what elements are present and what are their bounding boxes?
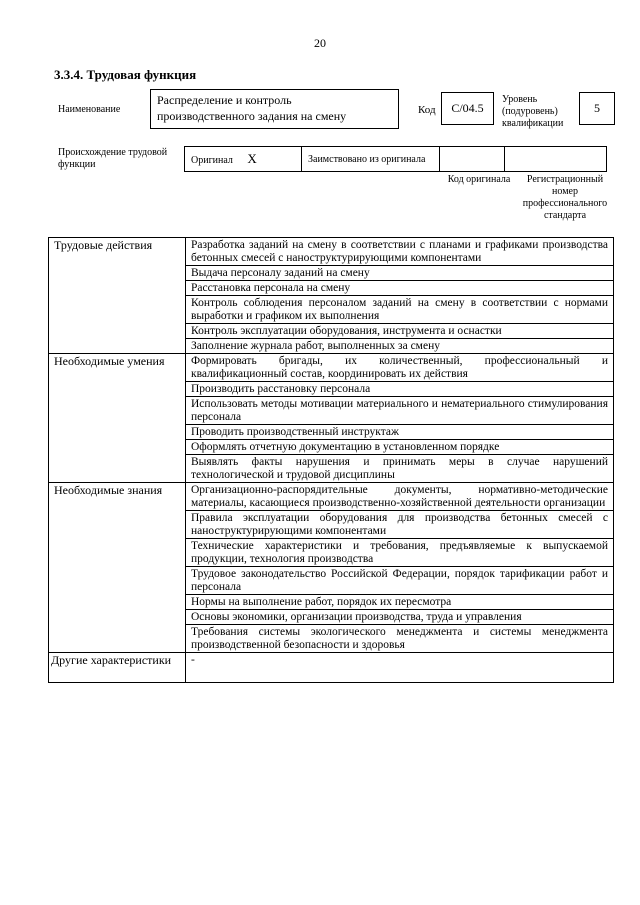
original-cell [185, 147, 302, 172]
table-cell: Проводить производственный инструктаж [186, 425, 614, 440]
table-cell: Разработка заданий на смену в соответствии с планами и графиками производства бетонных смесей с наноструктурирующими компонентами [186, 238, 614, 266]
function-name-box: Распределение и контроль производственного задания на смену [150, 89, 399, 129]
page-number: 20 [314, 36, 326, 50]
table-cell: Расстановка персонала на смену [186, 281, 614, 296]
table-row [49, 354, 614, 382]
table-row [49, 483, 614, 511]
table-cell: Формировать бригады, их количественный, профессиональный и квалификационный состав, координировать их действия [186, 354, 614, 382]
level-box: 5 [579, 92, 615, 125]
table-cell: Правила эксплуатации оборудования для производства бетонных смесей с наноструктурирующими компонентами [186, 511, 614, 539]
reg-number-cell [505, 147, 607, 172]
section-title: 3.3.4. Трудовая функция [54, 67, 197, 82]
table-row [49, 653, 614, 683]
table-cell: Трудовое законодательство Российской Федерации, порядок тарификации работ и персонала [186, 567, 614, 595]
table-cell: Требования системы экологического менеджмента и системы менеджмента производственной безопасности и здоровья [186, 625, 614, 653]
table-cell: Использовать методы мотивации материального и нематериального стимулирования персонала [186, 397, 614, 425]
original-code-cell [440, 147, 505, 172]
table-cell: Нормы на выполнение работ, порядок их пересмотра [186, 595, 614, 610]
borrowed-cell [302, 147, 440, 172]
table-cell: Производить расстановку персонала [186, 382, 614, 397]
required-knowledge-label: Необходимые знания [49, 483, 186, 653]
name-label: Наименование [58, 104, 121, 115]
borrowed-label: Заимствовано из оригинала [308, 153, 426, 165]
table-cell: Технические характеристики и требования, предъявляемые к выпускаемой продукции, технология производства [186, 539, 614, 567]
code-box: С/04.5 [441, 92, 494, 125]
table-cell: - [186, 653, 614, 683]
table-cell: Выявлять факты нарушения и принимать меры в случае нарушений технологической и трудовой дисциплины [186, 455, 614, 483]
table-cell: Контроль эксплуатации оборудования, инструмента и оснастки [186, 324, 614, 339]
table-cell: Выдача персоналу заданий на смену [186, 266, 614, 281]
other-characteristics-label: Другие характеристики [49, 653, 186, 683]
original-mark: X [247, 151, 257, 166]
origin-table [184, 146, 607, 172]
origin-label: Происхождение трудовой функции [58, 147, 168, 170]
code-label: Код [418, 104, 436, 116]
labor-function-table [48, 237, 614, 683]
reg-number-label: Регистрационный номер профессионального стандарта [522, 174, 608, 221]
labor-actions-label: Трудовые действия [49, 238, 186, 354]
table-cell: Оформлять отчетную документацию в установленном порядке [186, 440, 614, 455]
required-skills-label: Необходимые умения [49, 354, 186, 483]
table-cell: Организационно-распорядительные документы, нормативно-методические материалы, касающиеся производственно-хозяйственной деятельности организации [186, 483, 614, 511]
table-cell: Заполнение журнала работ, выполненных за смену [186, 339, 614, 354]
original-code-label: Код оригинала [447, 174, 511, 185]
table-cell: Основы экономики, организации производства, труда и управления [186, 610, 614, 625]
table-cell: Контроль соблюдения персоналом заданий на смену в соответствии с нормами выработки и графиком их выполнения [186, 296, 614, 324]
level-label: Уровень (подуровень) квалификации [502, 94, 564, 129]
table-row [49, 238, 614, 266]
original-label: Оригинал [191, 155, 233, 166]
